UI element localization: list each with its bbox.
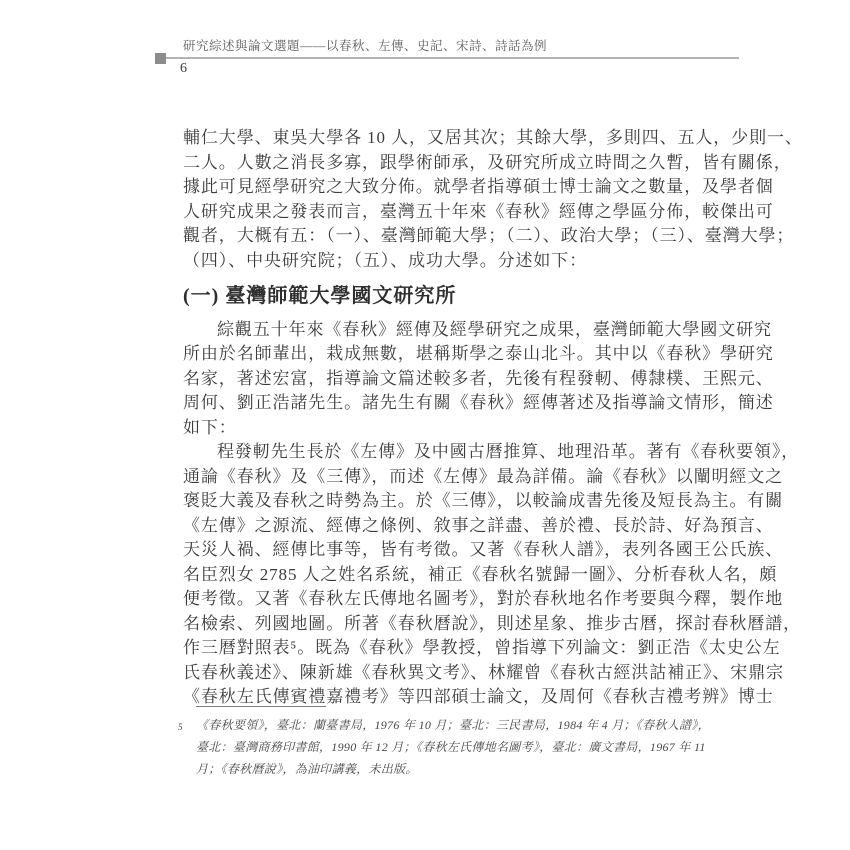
text-line: 周何、劉正浩諸先生。諸先生有關《春秋》經傳著述及指導論文情形，簡述	[183, 393, 774, 412]
text-line: 《春秋左氏傳賓禮嘉禮考》等四部碩士論文，及周何《春秋吉禮考辨》博士	[183, 687, 774, 706]
text-line: 天災人禍、經傳比事等，皆有考徵。又著《春秋人譜》，表列各國王公氏族、	[183, 540, 784, 559]
text-line: 如下：	[183, 417, 237, 437]
text-line: 人研究成果之發表而言，臺灣五十年來《春秋》經傳之學區分佈，較傑出可	[183, 201, 774, 221]
paragraph	[183, 126, 803, 273]
footnote-area	[178, 706, 710, 780]
text-line: 輔仁大學、東吳大學各 10 人，又居其次；其餘大學，多則四、五人，少則一、	[183, 128, 803, 147]
text-line: （四）、中央研究院；（五）、成功大學。分述如下：	[183, 250, 588, 270]
section-heading: (一) 臺灣師範大學國文研究所	[183, 285, 457, 307]
text-line: 褒貶大義及春秋之時勢為主。於《三傳》，以較論成書先後及短長為主。有關	[183, 491, 784, 510]
text-line: 作三曆對照表⁵。既為《春秋》學教授，曾指導下列論文：劉正浩《太史公左	[183, 638, 781, 657]
body-text	[183, 126, 803, 710]
text-line: 程發軔先生長於《左傳》及中國古曆推算、地理沿革。著有《春秋要領》，	[217, 442, 800, 461]
text-line: 據此可見經學研究之大致分佈。就學者指導碩士博士論文之數量，及學者個	[183, 177, 774, 196]
page-number: 6	[180, 61, 187, 76]
paragraph	[183, 318, 774, 441]
text-line: 綜觀五十年來《春秋》經傳及經學研究之成果，臺灣師範大學國文研究	[217, 319, 772, 339]
text-line: 通論《春秋》及《三傳》，而述《左傳》最為詳備。論《春秋》以闡明經文之	[183, 466, 784, 486]
text-line: 氏春秋義述》、陳新雄《春秋異文考》、林耀曾《春秋古經洪詁補正》、宋鼎宗	[183, 662, 784, 682]
text-line: 臺北：臺灣商務印書館，1990 年 12 月；《春秋左氏傳地名圖考》，臺北：廣文書局，1967 年 11	[196, 740, 706, 754]
text-line: 二人。人數之消長多寡，跟學術師承，及研究所成立時間之久暫，皆有關係，	[183, 152, 792, 172]
footnote-marker: 5	[178, 722, 183, 732]
text-line: 《春秋要領》，臺北：蘭臺書局，1976 年 10 月；臺北：三民書局，1984 年 4 月；《春秋人譜》，	[196, 718, 710, 732]
footnote	[178, 714, 710, 780]
header-square-marker	[155, 53, 166, 64]
text-line: 月；《春秋曆說》，為油印講義，未出版。	[196, 762, 418, 776]
text-line: 便考徵。又著《春秋左氏傳地名圖考》，對於春秋地名作考要與今釋，製作地	[183, 589, 784, 608]
footnote-separator	[196, 706, 326, 707]
footnote-lines	[196, 714, 710, 780]
text-line: 觀者，大概有五：（一）、臺灣師範大學；（二）、政治大學；（三）、臺灣大學；	[183, 226, 795, 245]
text-line: 《左傳》之源流、經傳之條例、敘事之詳盡、善於禮、長於詩、好為預言、	[183, 515, 774, 535]
paragraph	[183, 440, 801, 710]
text-line: 名臣烈女 2785 人之姓名系統，補正《春秋名號歸一圖》、分析春秋人名，頗	[183, 564, 778, 584]
header-rule	[157, 57, 739, 59]
text-line: 名家，著述宏富，指導論文篇述較多者，先後有程發軔、傅隸樸、王熙元、	[183, 368, 774, 388]
running-title: 研究綜述與論文選題——以春秋、左傳、史記、宋詩、詩話為例	[183, 39, 548, 53]
text-line: 所由於名師輩出，栽成無數，堪稱斯學之泰山北斗。其中以《春秋》學研究	[183, 344, 774, 363]
text-line: 名檢索、列國地圖。所著《春秋曆說》，則述星象、推步古曆，探討春秋曆譜，	[183, 613, 801, 633]
